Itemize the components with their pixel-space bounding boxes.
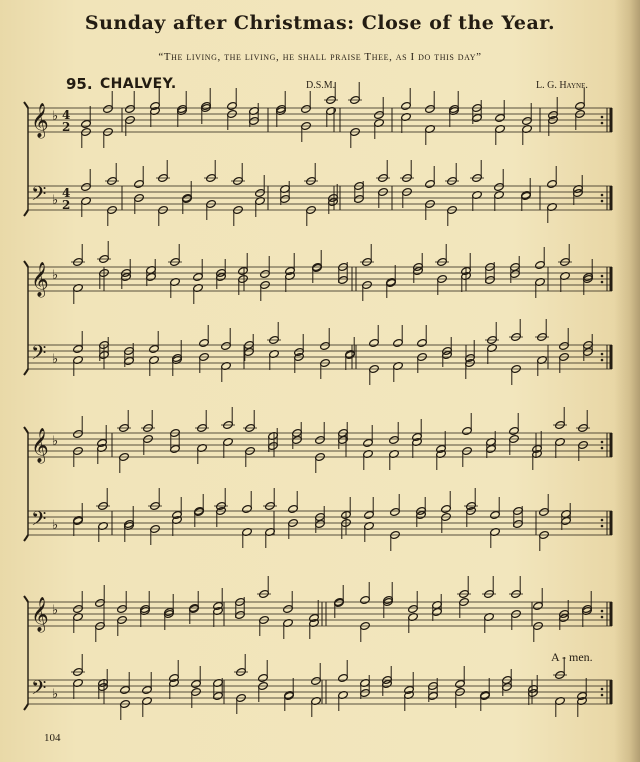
time-signature-denominator: 2 — [62, 120, 71, 134]
tune-name: CHALVEY. — [100, 76, 177, 92]
page-number: 104 — [44, 732, 61, 744]
dot — [601, 694, 604, 697]
composer-name: L. G. Hayne. — [536, 80, 588, 91]
page-title: Sunday after Christmas: Close of the Year. — [84, 12, 556, 34]
bracket-top-curl — [24, 102, 28, 108]
hymn-number: 95. — [66, 75, 93, 93]
dot — [601, 441, 604, 444]
flat-sign-icon: ♭ — [52, 603, 59, 618]
treble-clef-icon: 𝄞 — [31, 428, 49, 463]
bracket-top-curl — [24, 596, 28, 602]
flat-sign-icon: ♭ — [52, 434, 59, 449]
flat-sign-icon: ♭ — [52, 518, 59, 533]
amen-text: A - men. — [551, 650, 593, 664]
dot — [601, 610, 604, 613]
time-signature-numerator: 4 — [62, 108, 71, 122]
bracket-bottom-curl — [24, 535, 28, 541]
time-signature-denominator: 2 — [62, 198, 71, 212]
flat-sign-icon: ♭ — [52, 352, 59, 367]
bass-clef-icon: 𝄢 — [31, 341, 47, 369]
dot — [601, 353, 604, 356]
meter-label: D.S.M. — [306, 80, 336, 91]
dot — [601, 116, 604, 119]
dot — [601, 359, 604, 362]
dot — [601, 194, 604, 197]
treble-clef-icon: 𝄞 — [31, 103, 49, 138]
flat-sign-icon: ♭ — [52, 687, 59, 702]
flat-sign-icon: ♭ — [52, 193, 59, 208]
dot — [601, 275, 604, 278]
dot — [601, 688, 604, 691]
page-subtitle: “The living, the living, he shall praise Thee, as I do this day” — [158, 51, 482, 63]
dot — [601, 200, 604, 203]
time-signature-numerator: 4 — [62, 186, 71, 200]
bracket-bottom-curl — [24, 369, 28, 375]
flat-sign-icon: ♭ — [52, 109, 59, 124]
bass-clef-icon: 𝄢 — [31, 507, 47, 535]
bracket-top-curl — [24, 261, 28, 267]
bass-clef-icon: 𝄢 — [31, 676, 47, 704]
bracket-top-curl — [24, 427, 28, 433]
dot — [601, 281, 604, 284]
dot — [601, 616, 604, 619]
dot — [601, 519, 604, 522]
treble-clef-icon: 𝄞 — [31, 597, 49, 632]
bass-clef-icon: 𝄢 — [31, 182, 47, 210]
dot — [601, 525, 604, 528]
bracket-bottom-curl — [24, 210, 28, 216]
dot — [601, 122, 604, 125]
treble-clef-icon: 𝄞 — [31, 262, 49, 297]
flat-sign-icon: ♭ — [52, 268, 59, 283]
dot — [601, 447, 604, 450]
bracket-bottom-curl — [24, 704, 28, 710]
